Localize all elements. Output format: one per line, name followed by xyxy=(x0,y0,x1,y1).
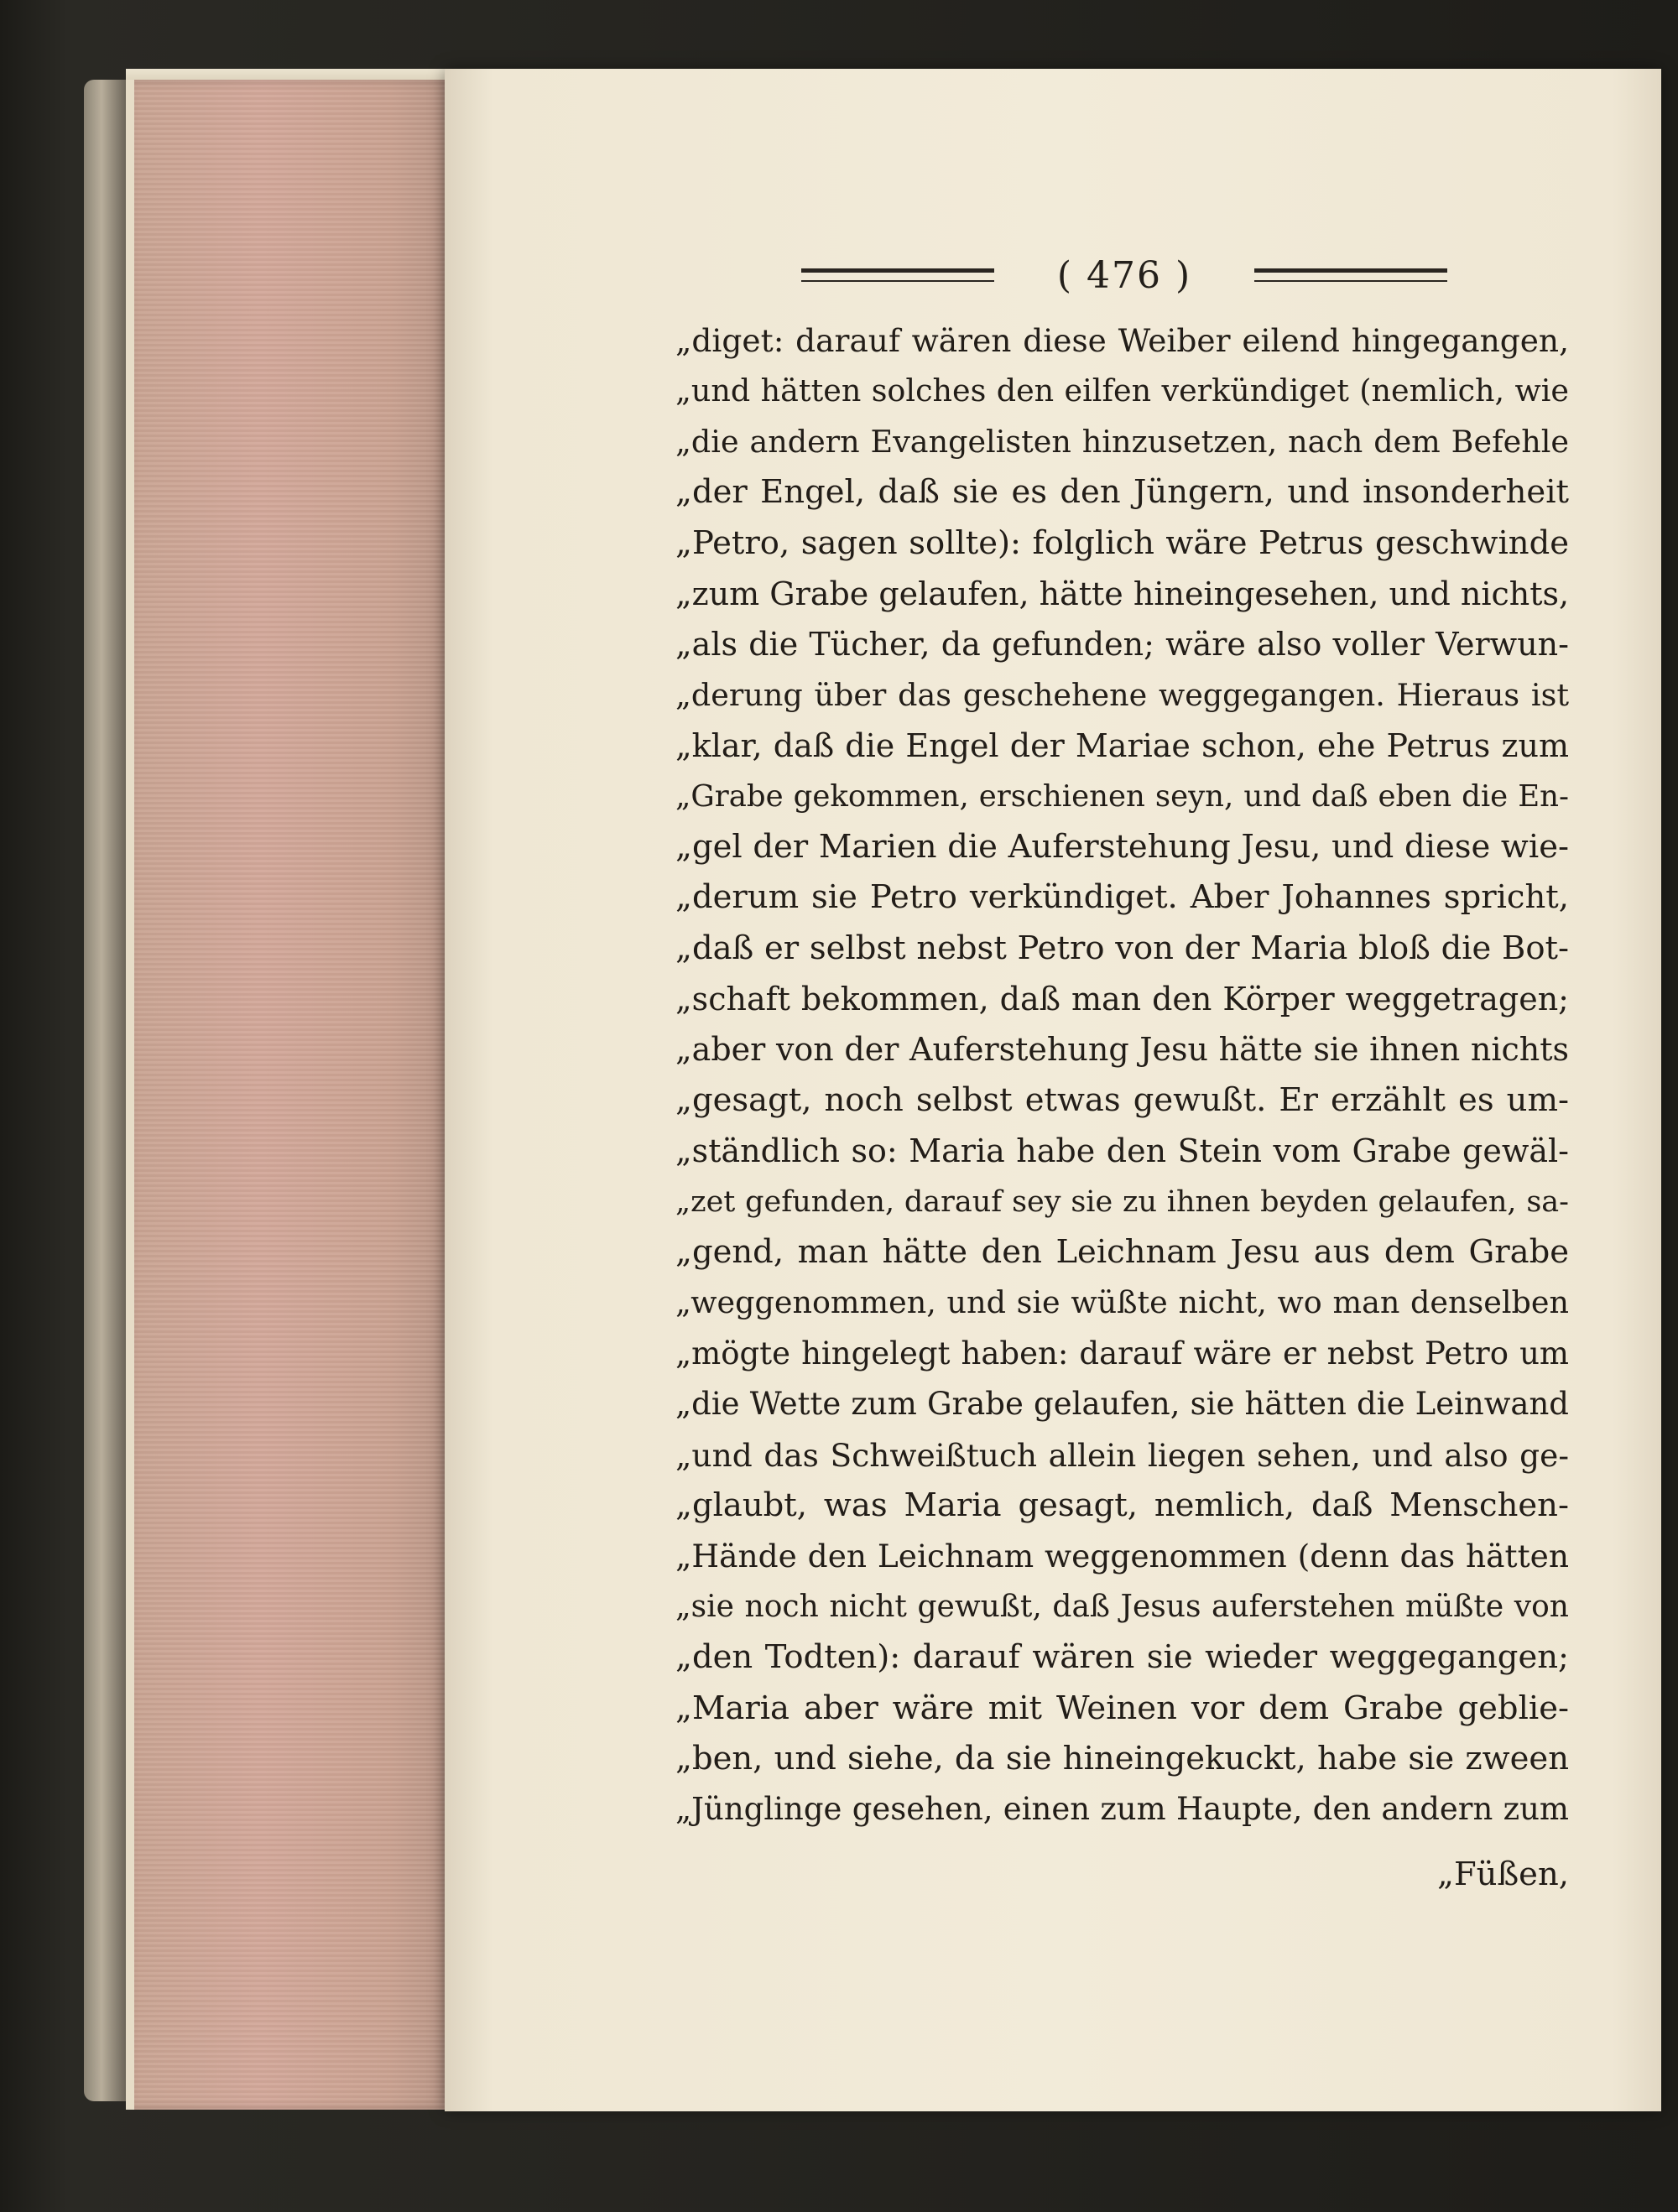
text-line: „sie noch nicht gewußt, daß Jesus auferstehen müßte von xyxy=(675,1589,1569,1624)
text-line: „ben, und siehe, da sie hineingekuckt, habe sie zween xyxy=(675,1739,1569,1777)
page-block-edge xyxy=(126,80,453,2110)
text-line: „derum sie Petro verkündiget. Aber Johannes spricht, xyxy=(675,878,1569,917)
text-line: „und hätten solches den eilfen verkündiget (nemlich, wie xyxy=(675,372,1569,409)
catchword: „Füßen, xyxy=(1437,1855,1569,1893)
text-line: „Jünglinge gesehen, einen zum Haupte, den andern zum xyxy=(675,1791,1569,1828)
text-line: „mögte hingelegt haben: darauf wäre er nebst Petro um xyxy=(675,1335,1569,1371)
text-line: „Petro, sagen sollte): folglich wäre Petrus geschwinde xyxy=(675,523,1569,562)
header-rule-right xyxy=(1254,268,1447,282)
text-line: „die Wette zum Grabe gelaufen, sie hätten die Leinwand xyxy=(675,1386,1569,1423)
page-header xyxy=(801,250,1447,300)
text-line: „gend, man hätte den Leichnam Jesu aus dem Grabe xyxy=(675,1233,1569,1272)
text-line: „ständlich so: Maria habe den Stein vom Grabe gewäl- xyxy=(675,1132,1569,1170)
text-line: „daß er selbst nebst Petro von der Maria bloß die Bot- xyxy=(675,929,1569,967)
text-line: „weggenommen, und sie wüßte nicht, wo man denselben xyxy=(675,1284,1569,1321)
text-line: „diget: darauf wären diese Weiber eilend hingegangen, xyxy=(675,322,1569,359)
text-line: „Hände den Leichnam weggenommen (denn das hätten xyxy=(675,1538,1569,1575)
text-line: „schaft bekommen, daß man den Körper weggetragen; xyxy=(675,981,1569,1018)
text-line: „der Engel, daß sie es den Jüngern, und insonderheit xyxy=(675,473,1569,512)
text-line: „glaubt, was Maria gesagt, nemlich, daß Menschen- xyxy=(675,1486,1569,1524)
text-line: „zet gefunden, darauf sey sie zu ihnen beyden gelaufen, sa- xyxy=(675,1184,1569,1219)
text-line: „klar, daß die Engel der Mariae schon, ehe Petrus zum xyxy=(675,727,1569,765)
text-line: „derung über das geschehene weggegangen. Hieraus ist xyxy=(675,676,1569,713)
body-text xyxy=(675,315,1569,1835)
text-line: „Grabe gekommen, erschienen seyn, und daß eben die En- xyxy=(675,778,1569,814)
text-line: „die andern Evangelisten hinzusetzen, nach dem Befehle xyxy=(675,423,1569,460)
text-line: „als die Tücher, da gefunden; wäre also voller Verwun- xyxy=(675,626,1569,664)
text-line: „aber von der Auferstehung Jesu hätte sie ihnen nichts xyxy=(675,1031,1569,1069)
text-line: „zum Grabe gelaufen, hätte hineingesehen, und nichts, xyxy=(675,575,1570,612)
text-line: „gesagt, noch selbst etwas gewußt. Er erzählt es um- xyxy=(675,1080,1569,1119)
page-number: ( 476 ) xyxy=(1056,253,1192,297)
catchword-container xyxy=(1418,1855,1569,1893)
text-line: „gel der Marien die Auferstehung Jesu, und diese wie- xyxy=(675,827,1569,866)
text-line: „den Todten): darauf wären sie wieder weggegangen; xyxy=(675,1638,1569,1677)
text-line: „und das Schweißtuch allein liegen sehen, und also ge- xyxy=(675,1436,1569,1474)
header-rule-left xyxy=(801,268,994,282)
text-line: „Maria aber wäre mit Weinen vor dem Grabe geblie- xyxy=(675,1689,1569,1727)
